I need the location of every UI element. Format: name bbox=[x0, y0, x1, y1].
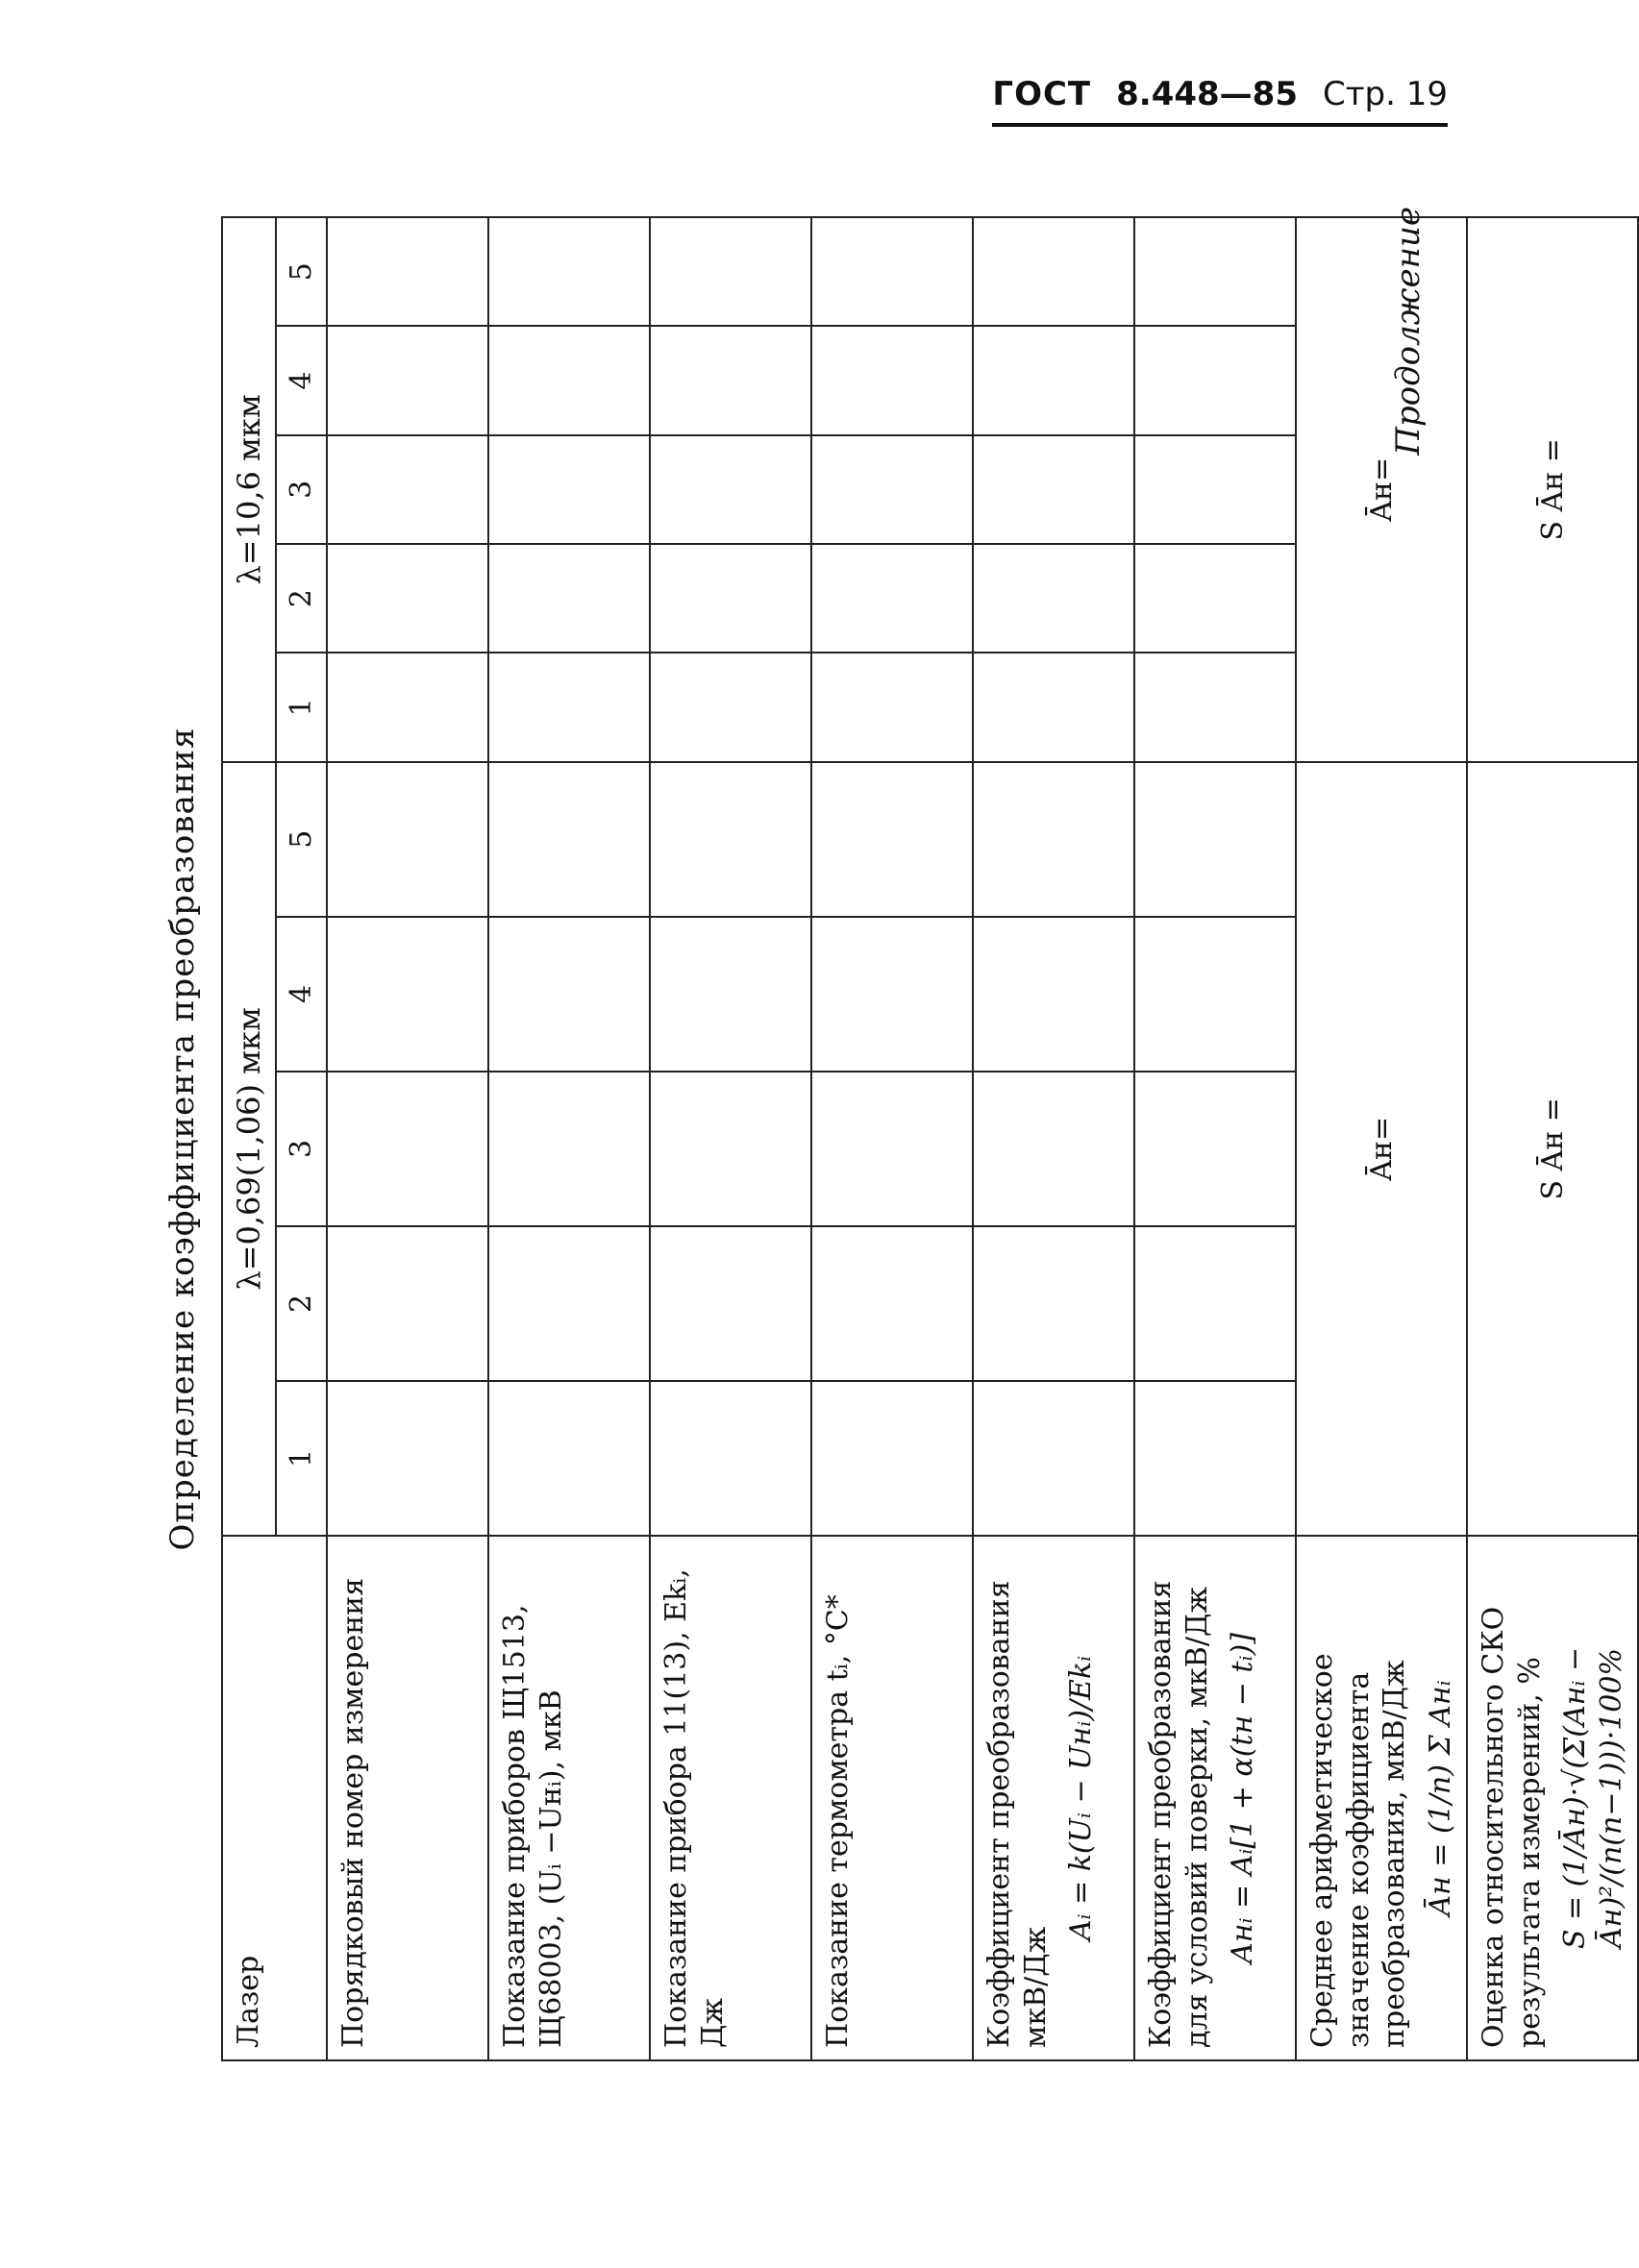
table-header-row bbox=[222, 217, 276, 2060]
table-row bbox=[1134, 217, 1296, 2060]
group1-header: λ=0,69(1,06) мкм bbox=[222, 762, 276, 1536]
col-g2-4: 4 bbox=[276, 326, 327, 434]
table-row bbox=[650, 217, 811, 2060]
mean-value-cell: Āн= bbox=[1296, 217, 1467, 762]
sko-value-cell: S Āн = bbox=[1467, 217, 1638, 762]
rotated-table-region bbox=[154, 187, 1628, 2090]
table-row bbox=[327, 217, 488, 2060]
row-label: Порядковый номер измерения bbox=[327, 1536, 488, 2060]
standard-number: 8.448—85 bbox=[1116, 75, 1298, 113]
row-label: Показание приборов Щ1513, Щ68003, (Uᵢ −Uнᵢ), мкВ bbox=[488, 1536, 650, 2060]
rotated-content bbox=[154, 187, 1628, 2090]
table-caption: Определение коэффициента преобразования bbox=[163, 727, 202, 1551]
formula: Aнᵢ = Aᵢ[1 + α(tн − tᵢ)] bbox=[1226, 1633, 1259, 1963]
sko-value-cell: S Āн = bbox=[1467, 762, 1638, 1536]
col-g2-2: 2 bbox=[276, 544, 327, 653]
col-g2-5: 5 bbox=[276, 217, 327, 326]
table-row bbox=[1296, 217, 1467, 2060]
row-label-with-formula bbox=[1467, 1536, 1638, 2060]
formula: Āн = (1/n) Σ Aнᵢ bbox=[1423, 1680, 1457, 1916]
conversion-coefficient-table bbox=[221, 216, 1639, 2061]
row-label: Показание прибора 11(13), Ekᵢ, Дж bbox=[650, 1536, 811, 2060]
row-label: Коэффициент преобразования мкВ/Дж bbox=[982, 1580, 1053, 2048]
row-label: Показание термометра tᵢ, °С* bbox=[811, 1536, 973, 2060]
laser-header: Лазер bbox=[222, 1536, 327, 2060]
row-label-with-formula bbox=[973, 1536, 1134, 2060]
table-row bbox=[1467, 217, 1638, 2060]
table-row bbox=[488, 217, 650, 2060]
continuation-label: Продолжение bbox=[1389, 207, 1428, 456]
page-header bbox=[992, 75, 1448, 127]
row-label-with-formula bbox=[1134, 1536, 1296, 2060]
mean-value-cell: Āн= bbox=[1296, 762, 1467, 1536]
row-label: Среднее арифметическое значение коэффициента преобразования, мкВ/Дж bbox=[1305, 1653, 1411, 2048]
table-row bbox=[811, 217, 973, 2060]
row-label-with-formula bbox=[1296, 1536, 1467, 2060]
formula: Aᵢ = k(Uᵢ − Uнᵢ)/Ekᵢ bbox=[1064, 1655, 1098, 1941]
group2-header: λ=10,6 мкм bbox=[222, 217, 276, 762]
col-g2-3: 3 bbox=[276, 435, 327, 544]
table-row bbox=[973, 217, 1134, 2060]
col-g1-3: 3 bbox=[276, 1072, 327, 1226]
col-g2-1: 1 bbox=[276, 653, 327, 761]
col-g1-2: 2 bbox=[276, 1226, 327, 1381]
page-number: Стр. 19 bbox=[1322, 75, 1448, 113]
row-label: Коэффициент преобразования для условий поверки, мкВ/Дж bbox=[1144, 1580, 1214, 2048]
col-g1-1: 1 bbox=[276, 1381, 327, 1536]
col-g1-4: 4 bbox=[276, 917, 327, 1072]
row-label: Оценка относительного СКО результата измерений, % bbox=[1477, 1606, 1547, 2048]
standard-label: ГОСТ bbox=[992, 75, 1092, 113]
col-g1-5: 5 bbox=[276, 762, 327, 917]
formula: S = (1/Āн)·√(Σ(Aнᵢ − Āн)²/(n(n−1)))·100% bbox=[1558, 1646, 1628, 1950]
